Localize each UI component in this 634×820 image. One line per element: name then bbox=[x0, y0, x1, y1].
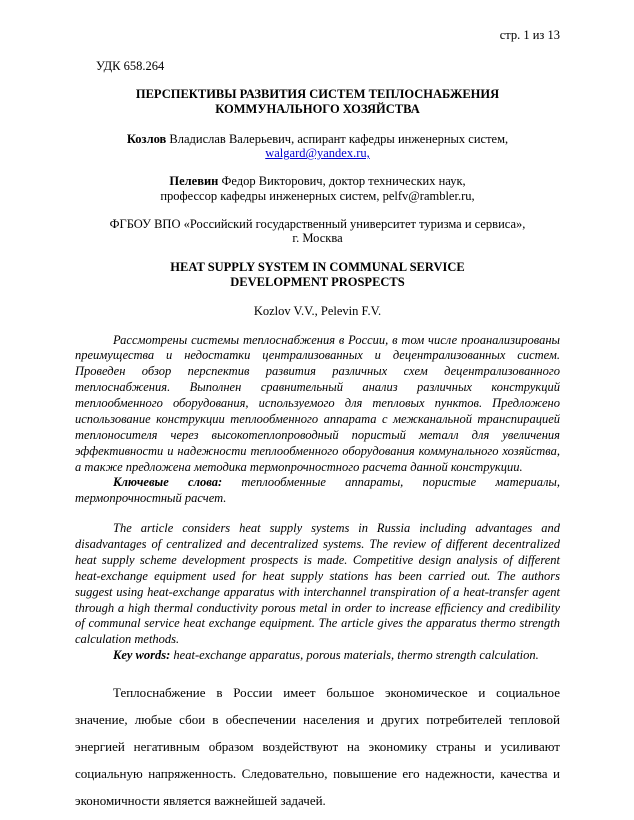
keywords-en-line bbox=[75, 648, 560, 664]
affiliation-line2: г. Москва bbox=[292, 231, 343, 246]
keywords-ru-label: Ключевые слова: bbox=[113, 475, 223, 490]
title-ru bbox=[75, 87, 560, 117]
author-1-block bbox=[75, 132, 560, 162]
affiliation-line1: ФГБОУ ВПО «Российский государственный университет туризма и сервиса», bbox=[109, 216, 526, 231]
abstract-ru bbox=[75, 333, 560, 508]
page-indicator: стр. 1 из 13 bbox=[499, 28, 560, 42]
author-2-name: Пелевин bbox=[169, 174, 219, 188]
abstract-en-text: The article considers heat supply systems in Russia including advantages and disadvantages of centralized and decentralized systems. The review of different decentralized heat supply scheme development prospects is made. Competitive design analysis of different heat-exchange equipment used for heat supply stations has been carried out. The authors suggest using heat-exchange apparatus with interchannel transpiration of a heat-transfer agent through a high thermal conductivity porous metal in order to increase efficiency and credibility of communal service heat exchange equipment. The article gives the apparatus thermo strength calculation methods. bbox=[75, 521, 560, 647]
body-text bbox=[75, 679, 560, 814]
udc-code: УДК 658.264 bbox=[96, 59, 165, 73]
title-en-line1: HEAT SUPPLY SYSTEM IN COMMUNAL SERVICE bbox=[170, 260, 465, 274]
author-2-degree: Федор Викторович, доктор технических наук, bbox=[218, 174, 466, 188]
title-en bbox=[75, 260, 560, 290]
affiliation-block bbox=[75, 217, 560, 247]
title-ru-line2: КОММУНАЛЬНОГО ХОЗЯЙСТВА bbox=[215, 101, 420, 116]
author-2-line2: профессор кафедры инженерных систем, pelfv@rambler.ru, bbox=[160, 188, 475, 203]
keywords-ru-line bbox=[75, 475, 560, 507]
title-ru-line1: ПЕРСПЕКТИВЫ РАЗВИТИЯ СИСТЕМ ТЕПЛОСНАБЖЕНИЯ bbox=[135, 87, 500, 101]
authors-en: Kozlov V.V., Pelevin F.V. bbox=[253, 303, 382, 318]
title-en-line2: DEVELOPMENT PROSPECTS bbox=[230, 274, 405, 289]
body-paragraph-1: Теплоснабжение в России имеет большое экономическое и социальное значение, любые сбои в обеспечении населения и других потребителей тепловой энергией негативным образом воздействуют на экономику страны и усиливают социальную напряженность. Следовательно, повышение его надежности, качества и экономичности является важнейшей задачей. bbox=[75, 685, 560, 809]
keywords-en-label: Key words: bbox=[113, 648, 171, 663]
author-1-name: Козлов bbox=[126, 131, 167, 146]
keywords-en-text: heat-exchange apparatus, porous materials, thermo strength calculation. bbox=[170, 648, 539, 663]
author-1-line bbox=[75, 132, 560, 147]
spacer bbox=[75, 507, 560, 521]
abstract-en bbox=[75, 521, 560, 664]
author-1-email-link[interactable]: walgard@yandex.ru, bbox=[265, 146, 370, 161]
author-1-degree: Владислав Валерьевич, аспирант кафедры инженерных систем, bbox=[166, 131, 509, 146]
author-2-line bbox=[75, 174, 560, 189]
keywords-ru-text: теплообменные аппараты, пористые материалы, термопрочностный расчет. bbox=[75, 475, 560, 506]
author-1-email-line bbox=[75, 146, 560, 161]
author-2-block bbox=[75, 174, 560, 204]
abstract-ru-text: Рассмотрены системы теплоснабжения в России, в том числе проанализированы преимущества и недостатки централизованных и децентрализованных систем. Проведен обзор перспектив развития различных схем децентрализованного теплоснабжения. Выполнен сравнительный анализ различных конструкций теплообменного оборудования, используемого для тепловых пунктов. Предложено использование конструкции теплообменного аппарата с межканальной транспирацией теплоносителя через высокотеплопроводный пористый металл для увеличения эффективности и надежности теплообменного оборудования коммунального хозяйства, а также предложена методика термопрочностного расчета данной конструкции. bbox=[75, 332, 560, 474]
